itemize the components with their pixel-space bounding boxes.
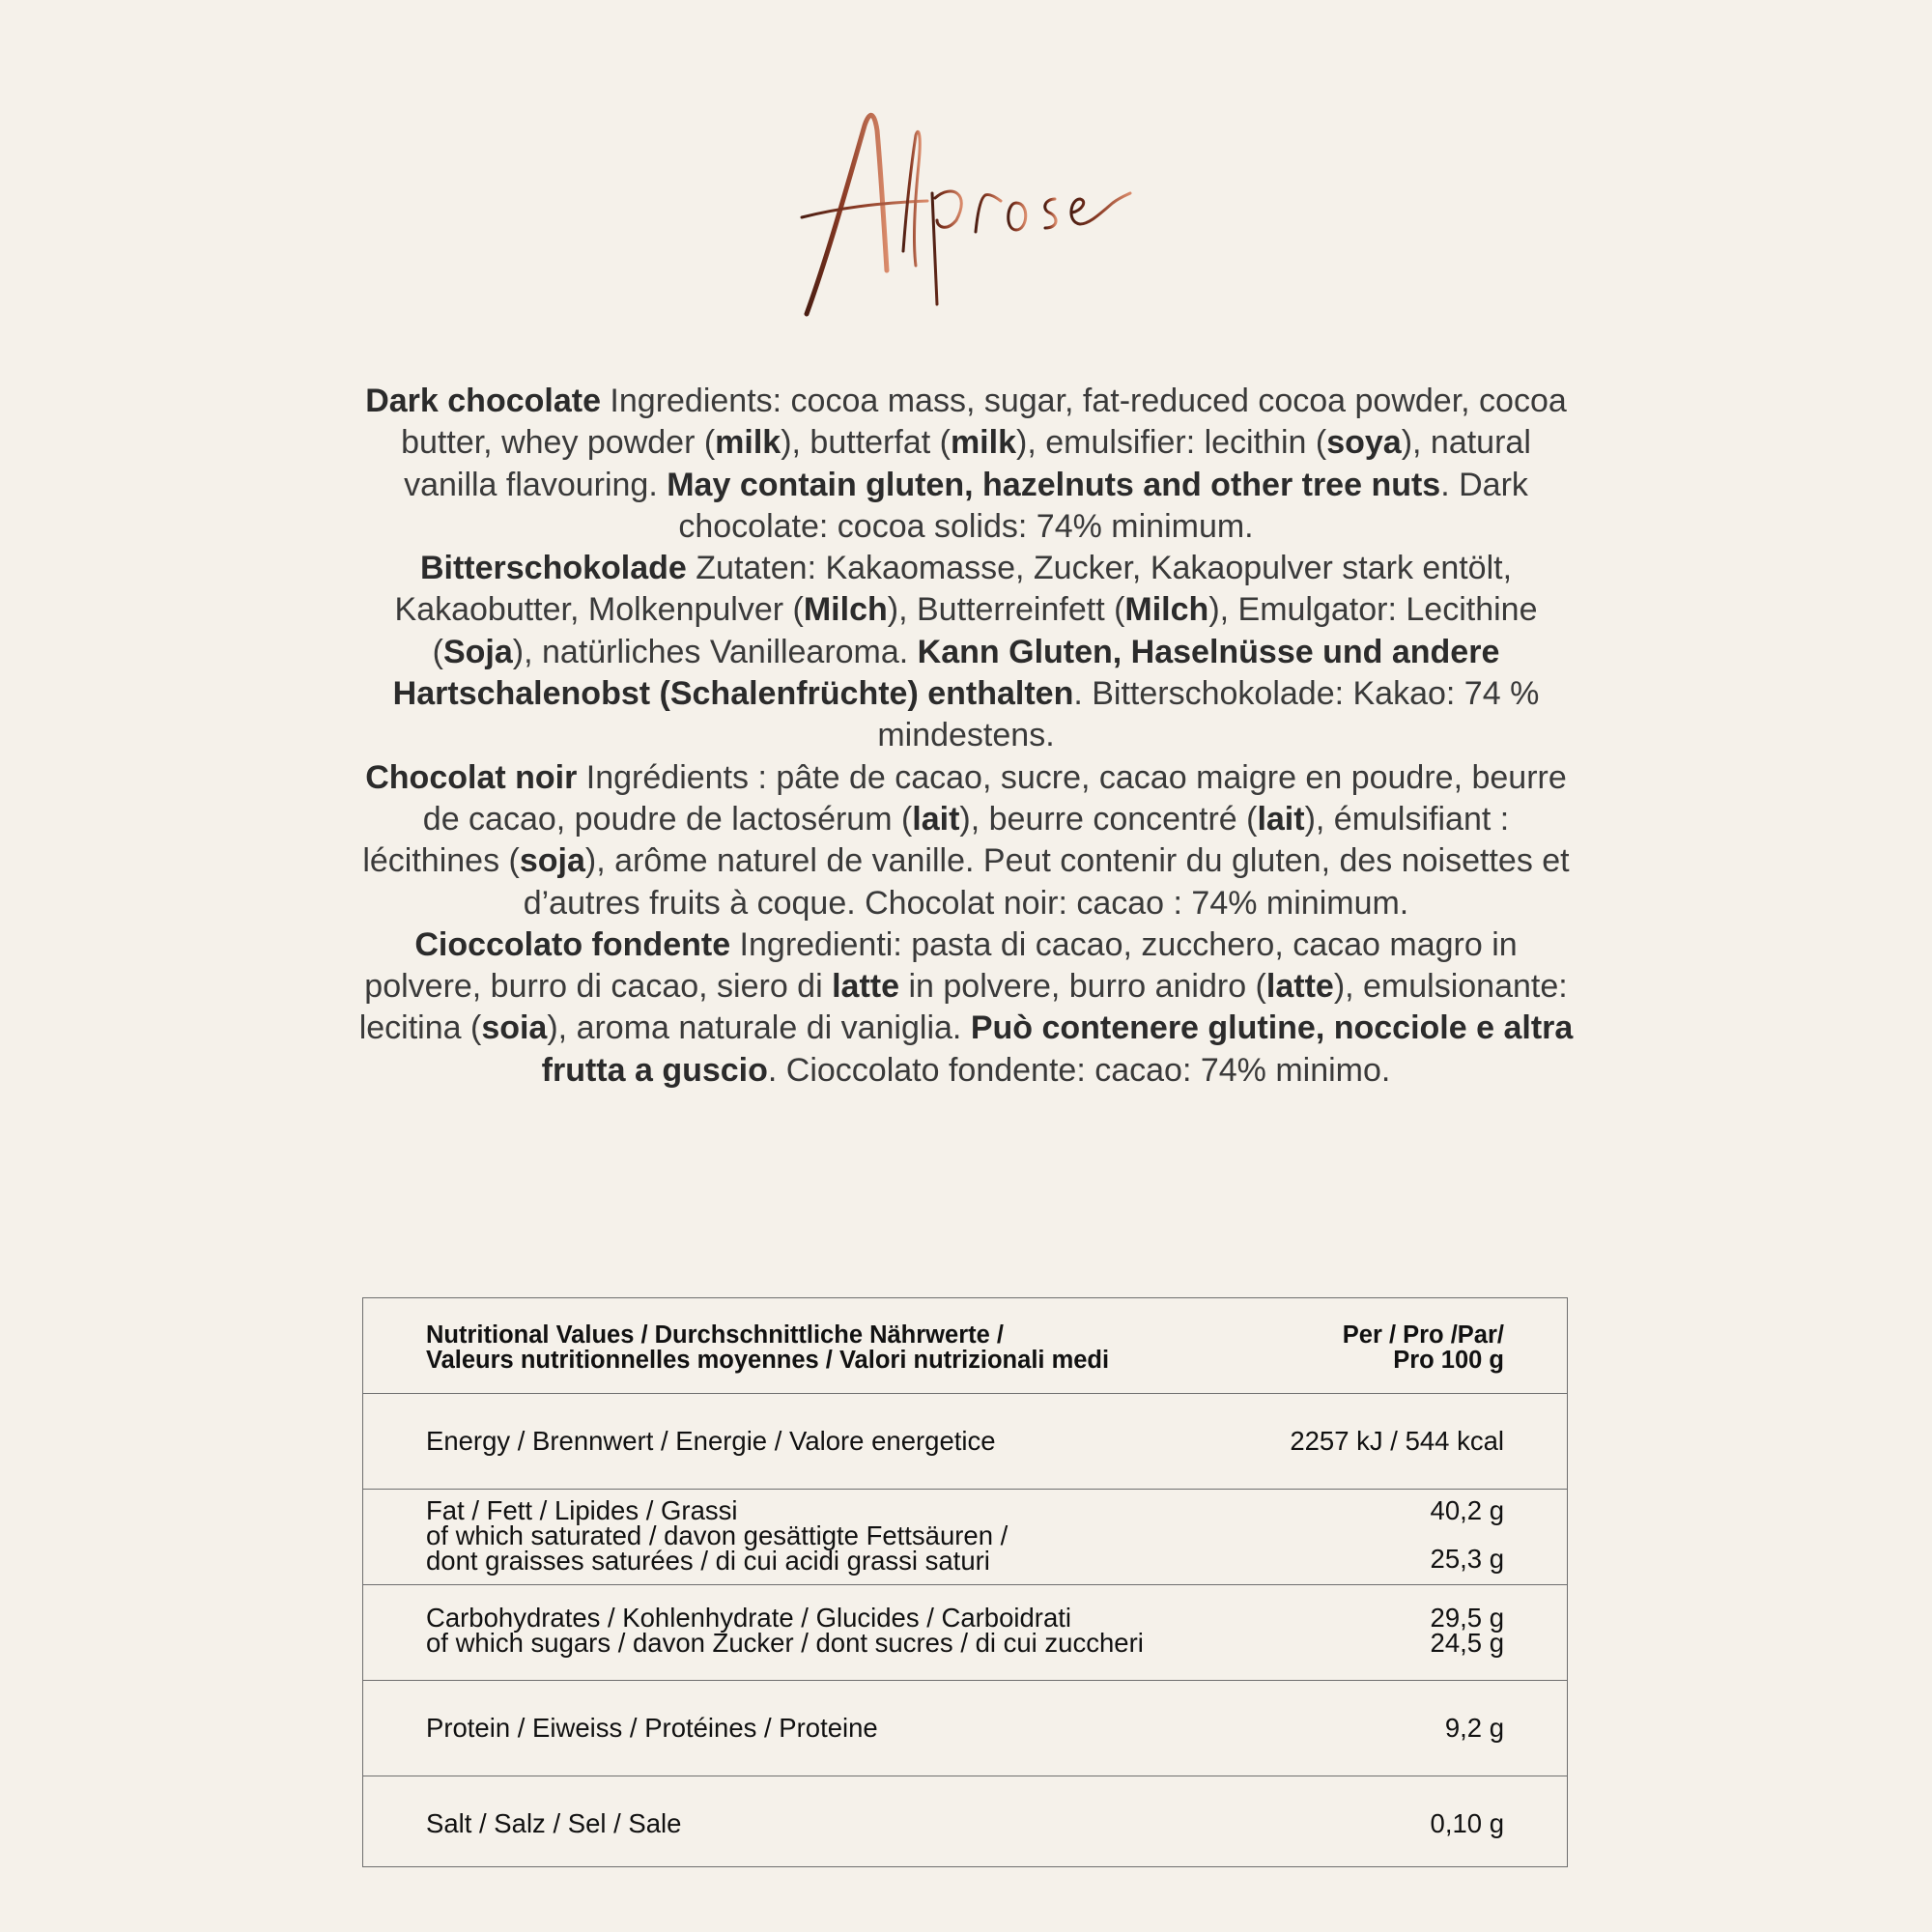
ingredients-italian	[357, 924, 1575, 1092]
ingredient-text: ), Butterreinfett (	[887, 591, 1125, 629]
ingredient-bold-text: Milch	[803, 591, 888, 629]
ingredient-text: ), natürliches Vanillearoma.	[512, 633, 918, 670]
energy-label: Energy / Brennwert / Energie / Valore energetice	[426, 1426, 996, 1456]
ingredient-text: ), butterfat (	[781, 424, 951, 462]
ingredient-bold-text: Bitterschokolade	[419, 550, 687, 587]
ingredient-text: ), emulsionante: lecitina (	[358, 968, 1568, 1047]
nutrition-header-value	[1343, 1322, 1504, 1373]
ingredient-text: . Cioccolato fondente: cacao: 74% minimo.	[767, 1051, 1391, 1089]
saturated-label: of which saturated / davon gesättigte Fettsäuren /	[426, 1520, 1009, 1550]
nutrition-header-row	[363, 1298, 1567, 1394]
ingredient-bold-text: soya	[1326, 424, 1402, 462]
saturated-label: dont graisses saturées / di cui acidi grassi saturi	[426, 1546, 990, 1576]
ingredient-bold-text: Chocolat noir	[365, 758, 578, 796]
ingredient-bold-text: soja	[519, 842, 585, 880]
ingredient-text: ), emulsifier: lecithin (	[1016, 424, 1327, 462]
protein-row	[363, 1681, 1567, 1776]
salt-label: Salt / Salz / Sel / Sale	[426, 1808, 682, 1838]
ingredient-text: Ingredienti: pasta di cacao, zucchero, cacao magro in polvere, burro di cacao, siero di	[364, 925, 1518, 1006]
saturated-value: 25,3 g	[1430, 1544, 1504, 1574]
salt-value: 0,10 g	[1430, 1808, 1504, 1838]
ingredient-text: ), arôme naturel de vanille. Peut contenir du gluten, des noisettes et d’autres fruits à coque. Chocolat noir: cacao : 74% minimum.	[523, 842, 1570, 922]
energy-row	[363, 1394, 1567, 1490]
alprose-logo	[792, 106, 1140, 328]
sugars-value: 24,5 g	[1430, 1628, 1504, 1658]
carbohydrates-values	[1431, 1605, 1504, 1656]
header-value-line: Per / Pro /Par/	[1342, 1321, 1504, 1349]
carbohydrates-labels	[426, 1605, 1144, 1656]
ingredient-bold-text: soia	[481, 1009, 548, 1047]
fat-value: 40,2 g	[1430, 1495, 1504, 1525]
ingredient-bold-text: Milch	[1124, 591, 1209, 629]
fat-labels	[426, 1495, 1009, 1576]
ingredients-text	[357, 381, 1575, 1092]
ingredients-german	[357, 548, 1575, 756]
ingredient-text: ), beurre concentré (	[959, 800, 1258, 838]
fat-row	[363, 1490, 1567, 1585]
ingredient-bold-text: milk	[715, 424, 781, 462]
protein-label: Protein / Eiweiss / Protéines / Proteine	[426, 1713, 878, 1743]
ingredient-bold-text: Dark chocolate	[365, 383, 601, 419]
ingredient-text: ), émulsifiant : lécithines (	[362, 800, 1510, 880]
ingredient-text: . Bitterschokolade: Kakao: 74 % mindestens.	[877, 675, 1540, 754]
ingredient-text: ), aroma naturale di vaniglia.	[547, 1009, 971, 1047]
ingredient-text: ), Emulgator: Lecithine (	[432, 591, 1538, 670]
carbohydrates-value: 29,5 g	[1430, 1603, 1504, 1633]
protein-value: 9,2 g	[1444, 1713, 1504, 1743]
ingredient-bold-text: latte	[832, 968, 900, 1006]
ingredient-bold-text: Kann Gluten, Haselnüsse und andere Hartschalenobst (Schalenfrüchte) enthalten	[392, 633, 1500, 713]
ingredient-bold-text: milk	[950, 424, 1016, 462]
ingredient-bold-text: Soja	[442, 633, 513, 670]
ingredient-text: ), natural vanilla flavouring.	[404, 424, 1531, 503]
ingredient-bold-text: May contain gluten, hazelnuts and other tree nuts	[667, 466, 1441, 503]
header-label-line: Nutritional Values / Durchschnittliche Nährwerte /	[426, 1321, 1004, 1349]
nutrition-header-label	[426, 1322, 1109, 1373]
salt-row	[363, 1776, 1567, 1868]
ingredient-text: Ingredients: cocoa mass, sugar, fat-reduced cocoa powder, cocoa butter, whey powder (	[401, 383, 1567, 462]
carbohydrates-label: Carbohydrates / Kohlenhydrate / Glucides / Carboidrati	[426, 1603, 1071, 1633]
header-value-line: Pro 100 g	[1393, 1347, 1504, 1374]
ingredients-english	[357, 381, 1575, 548]
ingredient-bold-text: lait	[912, 800, 960, 838]
ingredient-bold-text: Può contenere glutine, nocciole e altra frutta a guscio	[541, 1009, 1574, 1089]
fat-label: Fat / Fett / Lipides / Grassi	[426, 1495, 738, 1525]
carbohydrates-row	[363, 1585, 1567, 1681]
header-label-line: Valeurs nutritionnelles moyennes / Valori nutrizionali medi	[426, 1347, 1110, 1374]
ingredient-text: Ingrédients : pâte de cacao, sucre, cacao maigre en poudre, beurre de cacao, poudre de lactosérum (	[422, 758, 1567, 838]
ingredient-bold-text: Cioccolato fondente	[414, 925, 731, 963]
ingredient-bold-text: latte	[1265, 968, 1334, 1006]
sugars-label: of which sugars / davon Zucker / dont sucres / di cui zuccheri	[426, 1628, 1144, 1658]
ingredient-text: . Dark chocolate: cocoa solids: 74% minimum.	[678, 466, 1528, 545]
ingredient-bold-text: lait	[1257, 800, 1305, 838]
ingredient-text: Zutaten: Kakaomasse, Zucker, Kakaopulver stark entölt, Kakaobutter, Molkenpulver (	[394, 550, 1513, 629]
nutrition-table	[362, 1297, 1568, 1867]
energy-value: 2257 kJ / 544 kcal	[1290, 1426, 1504, 1456]
ingredients-french	[357, 757, 1575, 924]
ingredient-text: in polvere, burro anidro (	[899, 968, 1266, 1006]
